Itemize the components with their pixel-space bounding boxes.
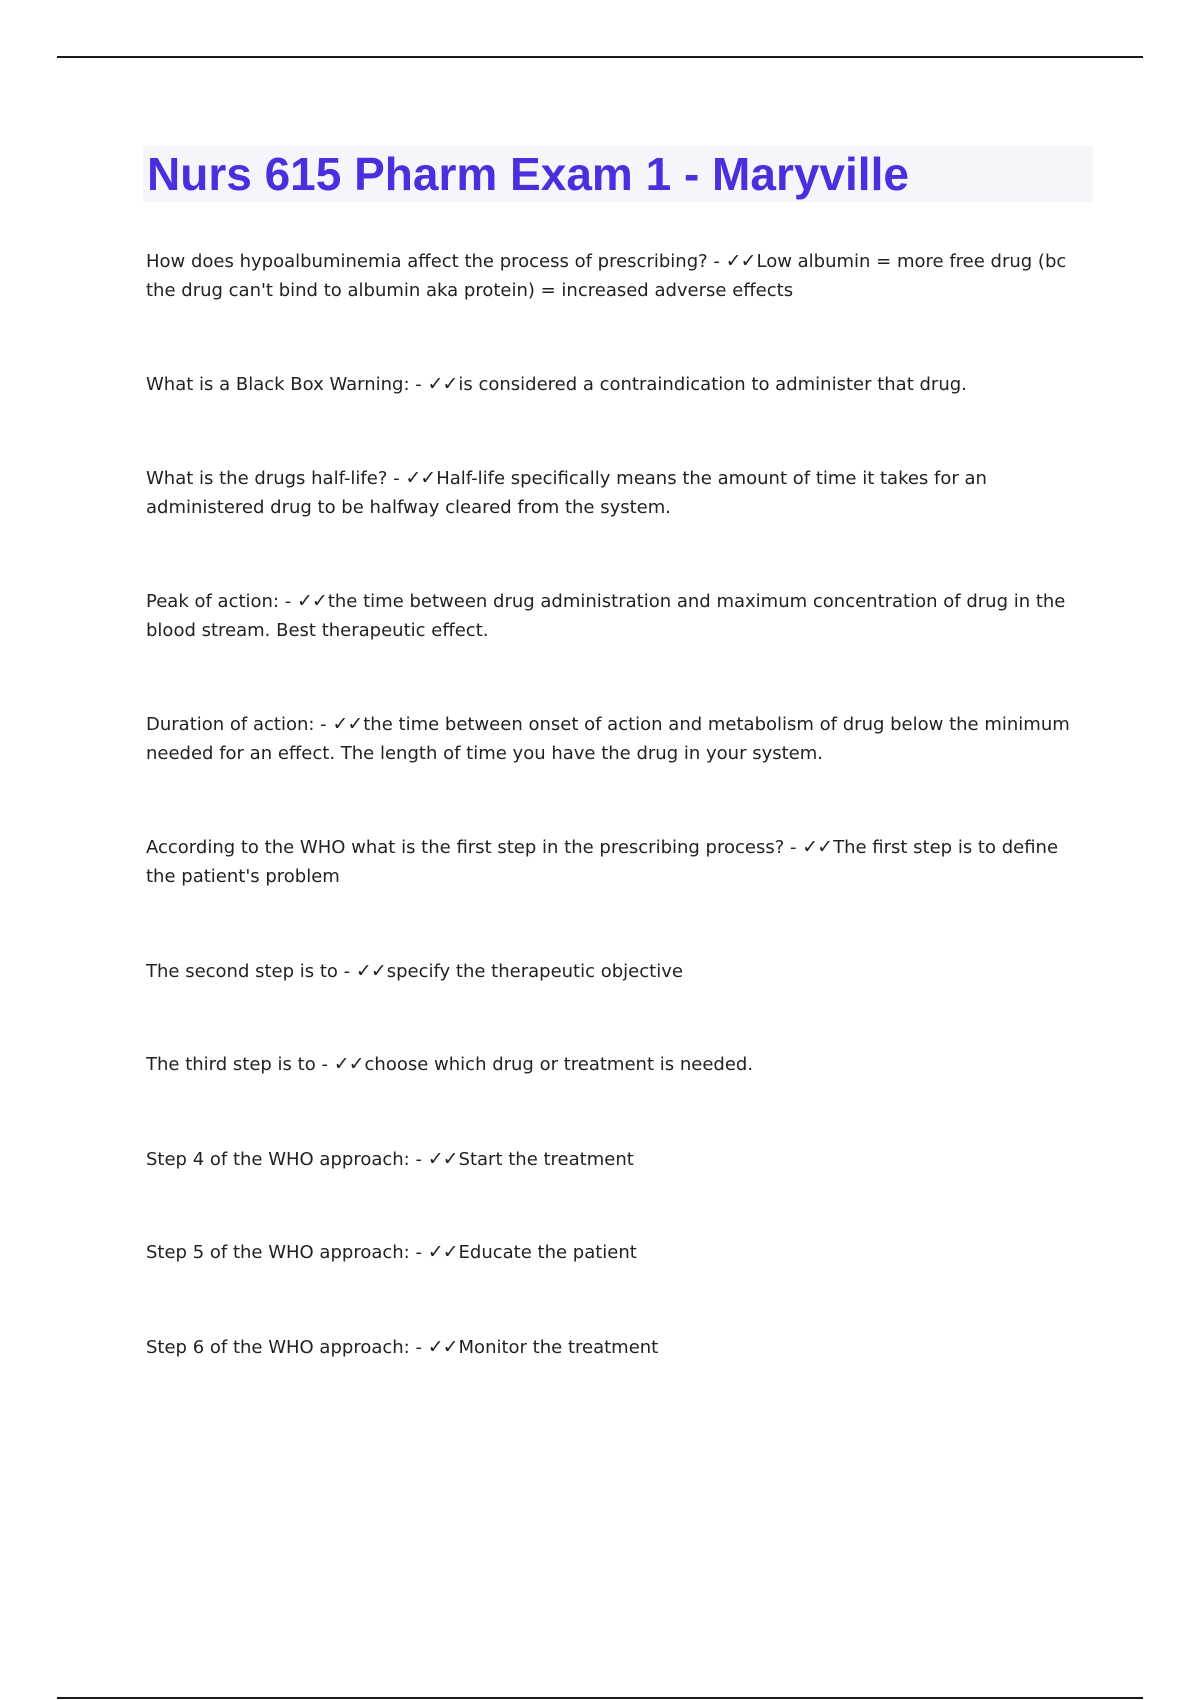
separator: -	[784, 837, 803, 858]
bottom-rule	[57, 1697, 1143, 1699]
double-check-icon: ✓✓	[802, 836, 833, 858]
question-text: Step 4 of the WHO approach:	[146, 1149, 410, 1170]
qa-item-2	[146, 370, 1076, 399]
qa-item-9	[146, 1145, 1076, 1174]
separator: -	[314, 714, 333, 735]
question-text: What is a Black Box Warning:	[146, 374, 410, 395]
question-text: The second step is to	[146, 961, 338, 982]
separator: -	[409, 1149, 428, 1170]
answer-text: Low albumin = more free drug (bc the drug can't bind to albumin aka protein) = increased adverse effects	[146, 251, 1067, 301]
question-text: Peak of action:	[146, 591, 280, 612]
question-text: What is the drugs half-life?	[146, 468, 388, 489]
separator: -	[337, 961, 356, 982]
title-band	[143, 146, 1093, 202]
separator: -	[409, 1337, 428, 1358]
answer-text: Start the treatment	[458, 1149, 634, 1170]
answer-text: The first step is to define the patient's problem	[146, 837, 1059, 887]
answer-text: Monitor the treatment	[458, 1337, 659, 1358]
qa-item-8	[146, 1050, 1076, 1079]
separator: -	[315, 1054, 334, 1075]
question-text: Duration of action:	[146, 714, 315, 735]
double-check-icon: ✓✓	[427, 373, 458, 395]
qa-item-4	[146, 587, 1076, 645]
document-title: Nurs 615 Pharm Exam 1 - Maryville	[147, 148, 909, 200]
separator: -	[279, 591, 297, 612]
answer-text: choose which drug or treatment is needed.	[364, 1054, 754, 1075]
qa-item-10	[146, 1238, 1076, 1267]
answer-text: Half-life specifically means the amount of time it takes for an administered drug to be halfway cleared from the system.	[146, 468, 987, 518]
double-check-icon: ✓✓	[427, 1241, 458, 1263]
question-text: Step 6 of the WHO approach:	[146, 1337, 410, 1358]
top-rule	[57, 56, 1143, 58]
double-check-icon: ✓✓	[333, 1053, 364, 1075]
question-text: Step 5 of the WHO approach:	[146, 1242, 410, 1263]
double-check-icon: ✓✓	[427, 1336, 458, 1358]
qa-item-6	[146, 833, 1076, 891]
qa-item-11	[146, 1333, 1076, 1362]
double-check-icon: ✓✓	[405, 467, 436, 489]
answer-text: is considered a contraindication to administer that drug.	[458, 374, 967, 395]
answer-text: Educate the patient	[458, 1242, 637, 1263]
qa-item-3	[146, 464, 1076, 522]
separator: -	[409, 374, 428, 395]
double-check-icon: ✓✓	[725, 250, 756, 272]
separator: -	[707, 251, 726, 272]
qa-item-5	[146, 710, 1076, 768]
double-check-icon: ✓✓	[332, 713, 363, 735]
answer-text: the time between onset of action and metabolism of drug below the minimum needed for an effect. The length of time you have the drug in your system.	[146, 714, 1070, 764]
double-check-icon: ✓✓	[355, 960, 386, 982]
answer-text: the time between drug administration and maximum concentration of drug in the blood stream. Best therapeutic effect.	[146, 591, 1066, 641]
qa-item-7	[146, 957, 1076, 986]
qa-item-1	[146, 247, 1076, 305]
double-check-icon: ✓✓	[296, 590, 327, 612]
question-text: According to the WHO what is the first step in the prescribing process?	[146, 837, 785, 858]
separator: -	[409, 1242, 428, 1263]
separator: -	[387, 468, 406, 489]
double-check-icon: ✓✓	[427, 1148, 458, 1170]
answer-text: specify the therapeutic objective	[386, 961, 683, 982]
question-text: How does hypoalbuminemia affect the process of prescribing?	[146, 251, 708, 272]
question-text: The third step is to	[146, 1054, 316, 1075]
